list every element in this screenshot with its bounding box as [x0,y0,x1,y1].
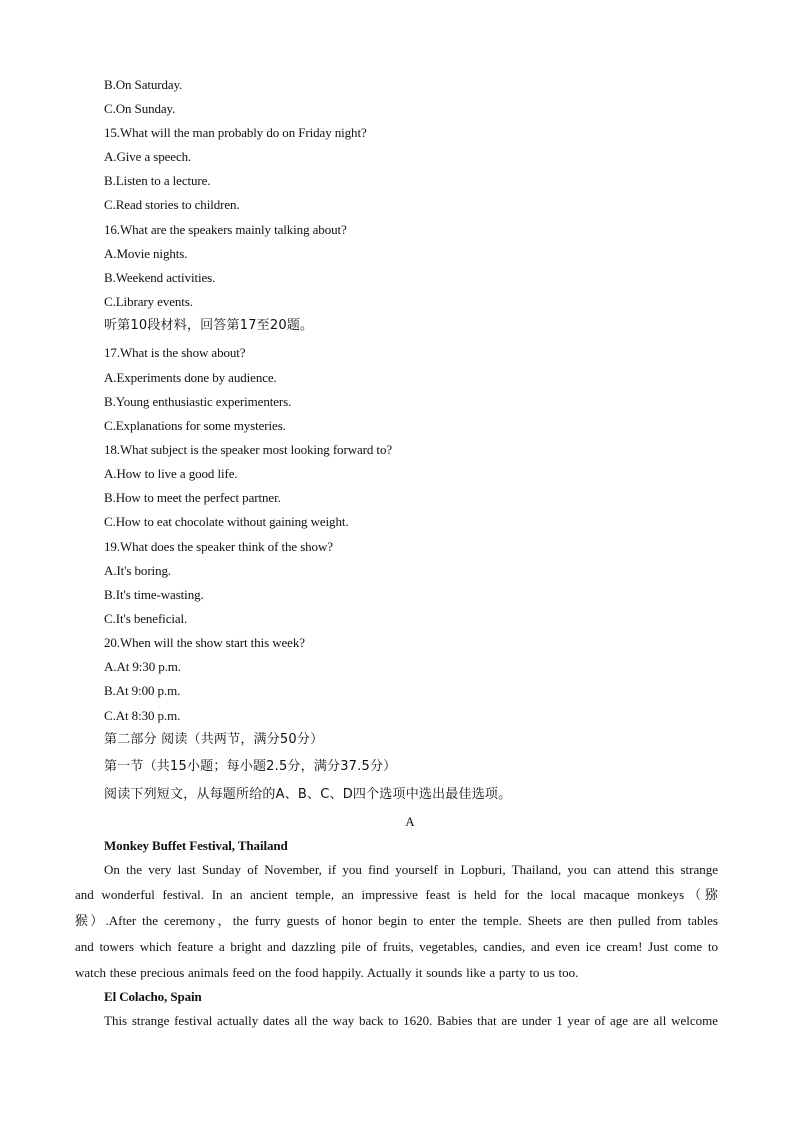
q16-option-c: C.Library events. [104,294,193,309]
q20-option-c: C.At 8:30 p.m. [104,708,181,723]
reading-instruction: 阅读下列短文，从每题所给的A、B、C、D四个选项中选出最佳选项。 [104,787,512,802]
q15-option-a: A.Give a speech. [104,149,192,164]
q18-question: 18.What subject is the speaker most looking forward to? [104,442,393,457]
q18-option-c: C.How to eat chocolate without gaining weight. [104,514,349,529]
q14-option-b: B.On Saturday. [104,77,183,92]
q17-option-b: B.Young enthusiastic experimenters. [104,394,292,409]
festival2-title: El Colacho, Spain [104,989,202,1004]
q15-option-b: B.Listen to a lecture. [104,173,211,188]
q20-option-b: B.At 9:00 p.m. [104,683,181,698]
q18-option-a: A.How to live a good life. [104,466,238,481]
reading-part-title: 第二部分 阅读（共两节，满分50分） [104,732,324,747]
reading-section-title: 第一节（共15小题；每小题2.5分，满分37.5分） [104,759,397,774]
q19-option-a: A.It's boring. [104,563,172,578]
festival2-line1: This strange festival actually dates all the way back to 1620. Babies that are under 1 year of age are all welcome [104,1013,718,1028]
q15-question: 15.What will the man probably do on Friday night? [104,125,367,140]
festival1-line3: 猴）.After the ceremony，the furry guests of honor begin to enter the temple. Sheets are then pulled from tables [75,913,718,928]
q15-option-c: C.Read stories to children. [104,197,240,212]
festival1-line1: On the very last Sunday of November, if you find yourself in Lopburi, Thailand, you can attend this strange [104,862,718,877]
q18-option-b: B.How to meet the perfect partner. [104,490,281,505]
festival1-line2: and wonderful festival. In an ancient temple, an impressive feast is held for the local macaque monkeys（猕 [75,887,718,902]
festival1-line5: watch these precious animals feed on the food happily. Actually it sounds like a party to us too. [75,965,579,980]
q19-option-c: C.It's beneficial. [104,611,188,626]
q16-question: 16.What are the speakers mainly talking about? [104,222,347,237]
festival1-line4: and towers which feature a bright and dazzling pile of fruits, vegetables, candies, and even ice cream! Just come to [75,939,718,954]
q16-option-b: B.Weekend activities. [104,270,216,285]
q19-option-b: B.It's time-wasting. [104,587,204,602]
q20-question: 20.When will the show start this week? [104,635,305,650]
q16-option-a: A.Movie nights. [104,246,188,261]
section10-instruction: 听第10段材料，回答第17至20题。 [104,318,314,333]
q19-question: 19.What does the speaker think of the show? [104,539,333,554]
festival1-title: Monkey Buffet Festival, Thailand [104,838,288,853]
q14-option-c: C.On Sunday. [104,101,176,116]
q17-question: 17.What is the show about? [104,345,246,360]
q17-option-a: A.Experiments done by audience. [104,370,277,385]
q20-option-a: A.At 9:30 p.m. [104,659,181,674]
q17-option-c: C.Explanations for some mysteries. [104,418,286,433]
passage-label: A [405,814,415,829]
